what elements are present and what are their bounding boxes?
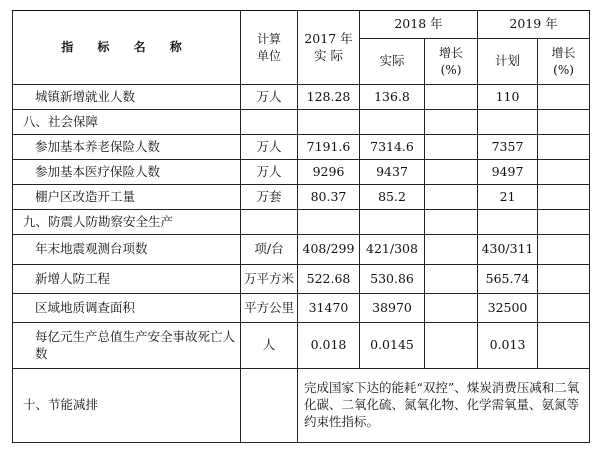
value-2019-plan: 565.74: [478, 265, 538, 294]
indicator-name: 城镇新增就业人数: [13, 85, 241, 110]
value-2017-actual: 9296: [298, 160, 360, 185]
value-2018-growth: [425, 235, 478, 265]
table-row: [13, 294, 590, 323]
empty-cell: [478, 210, 538, 235]
value-2019-growth: [538, 85, 590, 110]
table-row: [13, 185, 590, 210]
header-indicator-name: 指 标 名 称: [13, 11, 241, 85]
header-2018-growth: [425, 39, 478, 85]
table-row: [13, 265, 590, 294]
section-title: 十、节能减排: [13, 369, 241, 443]
indicator-unit: 万平方米: [241, 265, 298, 294]
indicator-name: 参加基本养老保险人数: [13, 135, 241, 160]
section-row: [13, 210, 590, 235]
indicator-unit: 万套: [241, 185, 298, 210]
table-row: [13, 235, 590, 265]
value-2018-growth: [425, 294, 478, 323]
value-2018-actual: 0.0145: [360, 323, 425, 369]
indicator-unit: 万人: [241, 160, 298, 185]
empty-cell: [241, 210, 298, 235]
empty-cell: [360, 210, 425, 235]
header-2019-growth: [538, 39, 590, 85]
header-unit: [241, 11, 298, 85]
value-2017-actual: 522.68: [298, 265, 360, 294]
indicator-name: 参加基本医疗保险人数: [13, 160, 241, 185]
header-2017-text: 2017 年 实 际: [304, 30, 353, 63]
value-2018-growth: [425, 265, 478, 294]
value-2019-growth: [538, 294, 590, 323]
value-2019-growth: [538, 185, 590, 210]
indicator-unit: 万人: [241, 135, 298, 160]
section-title: 八、社会保障: [13, 110, 241, 135]
table-row: [13, 323, 590, 369]
empty-cell: [425, 210, 478, 235]
value-2018-growth: [425, 85, 478, 110]
header-2019: 2019 年: [478, 11, 590, 39]
header-unit-text: 计算 单位: [256, 32, 281, 63]
indicator-name: 区域地质调查面积: [13, 294, 241, 323]
value-2019-growth: [538, 135, 590, 160]
value-2018-actual: 136.8: [360, 85, 425, 110]
empty-cell: [298, 110, 360, 135]
header-2018: 2018 年: [360, 11, 478, 39]
indicator-unit: 万人: [241, 85, 298, 110]
indicator-name: 棚户区改造开工量: [13, 185, 241, 210]
header-2019-plan: 计划: [478, 39, 538, 85]
value-2018-actual: 38970: [360, 294, 425, 323]
value-2019-plan: 9497: [478, 160, 538, 185]
empty-cell: [538, 210, 590, 235]
value-2018-actual: 9437: [360, 160, 425, 185]
empty-cell: [425, 110, 478, 135]
value-2019-plan: 430/311: [478, 235, 538, 265]
value-2019-growth: [538, 235, 590, 265]
value-2017-actual: 408/299: [298, 235, 360, 265]
value-2018-actual: 421/308: [360, 235, 425, 265]
value-2017-actual: 80.37: [298, 185, 360, 210]
indicator-name: 每亿元生产总值生产安全事故死亡人数: [13, 323, 241, 369]
value-2018-growth: [425, 160, 478, 185]
value-2019-growth: [538, 160, 590, 185]
value-2018-actual: 85.2: [360, 185, 425, 210]
value-2018-actual: 530.86: [360, 265, 425, 294]
value-2019-plan: 110: [478, 85, 538, 110]
header-2019-growth-text: 增长 (%): [551, 46, 576, 77]
energy-row: [13, 369, 590, 443]
indicator-name: 年末地震观测台项数: [13, 235, 241, 265]
energy-target-note: 完成国家下达的能耗“双控”、煤炭消费压减和二氧化碳、二氧化硫、氮氧化物、化学需氧量、氨氮等约束性指标。: [298, 369, 590, 443]
value-2019-growth: [538, 265, 590, 294]
value-2019-plan: 7357: [478, 135, 538, 160]
header-2018-actual: 实际: [360, 39, 425, 85]
plan-indicator-table: [12, 10, 590, 443]
indicator-unit: 项/台: [241, 235, 298, 265]
indicator-unit: 人: [241, 323, 298, 369]
table-row: [13, 135, 590, 160]
value-2019-plan: 32500: [478, 294, 538, 323]
empty-cell: [241, 110, 298, 135]
empty-cell: [478, 110, 538, 135]
empty-cell: [298, 210, 360, 235]
indicator-name: 新增人防工程: [13, 265, 241, 294]
value-2019-plan: 0.013: [478, 323, 538, 369]
value-2017-actual: 128.28: [298, 85, 360, 110]
section-title: 九、防震人防勘察安全生产: [13, 210, 241, 235]
table-row: [13, 160, 590, 185]
header-2017-actual: [298, 11, 360, 85]
header-2018-growth-text: 增长 (%): [439, 46, 464, 77]
empty-cell: [241, 369, 298, 443]
value-2019-growth: [538, 323, 590, 369]
value-2017-actual: 0.018: [298, 323, 360, 369]
value-2018-growth: [425, 323, 478, 369]
value-2018-actual: 7314.6: [360, 135, 425, 160]
value-2019-plan: 21: [478, 185, 538, 210]
empty-cell: [538, 110, 590, 135]
empty-cell: [360, 110, 425, 135]
value-2018-growth: [425, 185, 478, 210]
value-2017-actual: 31470: [298, 294, 360, 323]
indicator-unit: 平方公里: [241, 294, 298, 323]
value-2017-actual: 7191.6: [298, 135, 360, 160]
table-row: [13, 85, 590, 110]
value-2018-growth: [425, 135, 478, 160]
section-row: [13, 110, 590, 135]
